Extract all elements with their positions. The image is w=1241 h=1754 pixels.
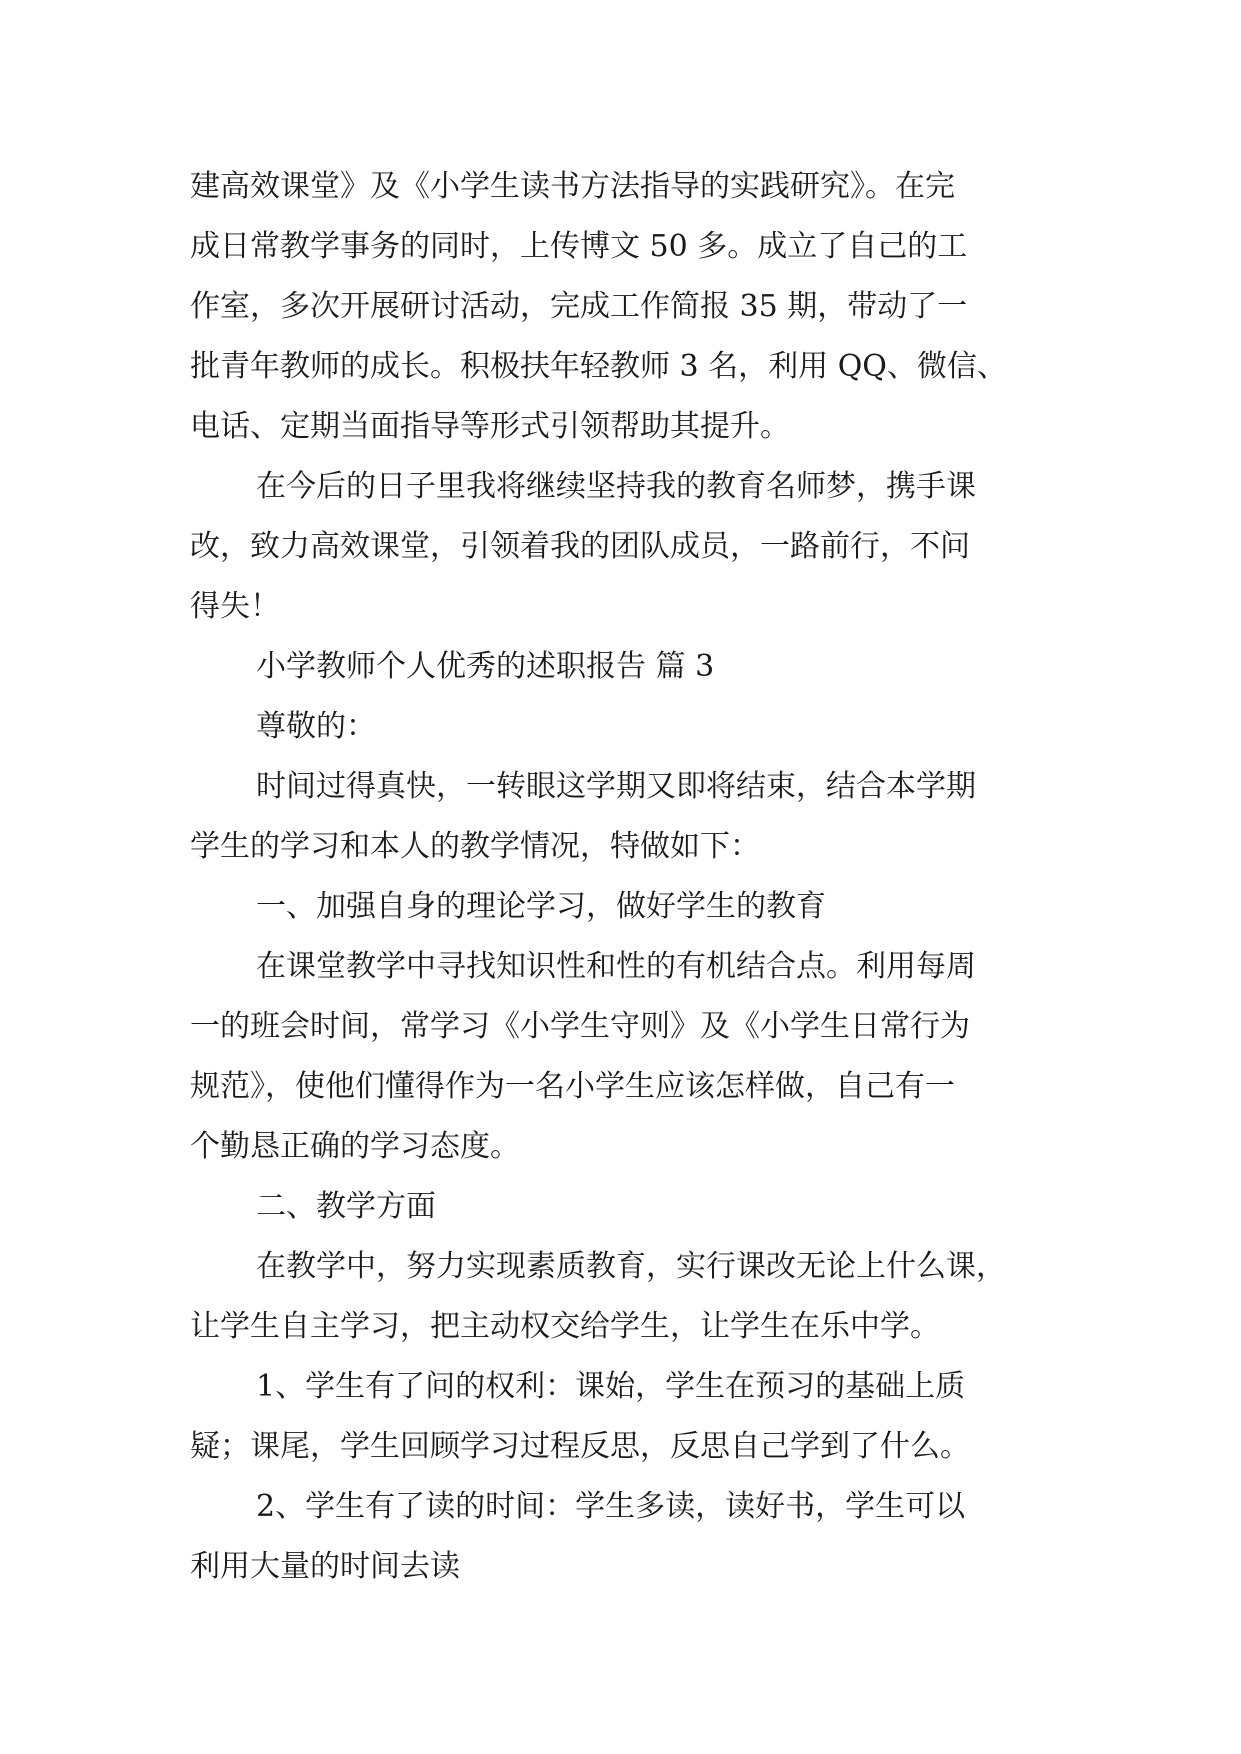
text-line: 在今后的日子里我将继续坚持我的教育名师梦，携手课: [256, 469, 976, 504]
text-line: 改，致力高效课堂，引领着我的团队成员，一路前行，不问: [190, 529, 970, 564]
text-line: 利用大量的时间去读: [190, 1549, 460, 1584]
text-line: 规范》，使他们懂得作为一名小学生应该怎样做，自己有一: [190, 1069, 955, 1104]
text-line: 让学生自主学习，把主动权交给学生，让学生在乐中学。: [190, 1309, 940, 1344]
text-line: 时间过得真快，一转眼这学期又即将结束，结合本学期: [256, 769, 976, 804]
salutation: 尊敬的：: [256, 709, 376, 744]
section-heading: 一、加强自身的理论学习，做好学生的教育: [256, 889, 826, 924]
text-line: 1、学生有了问的权利：课始，学生在预习的基础上质: [256, 1369, 966, 1404]
section-title: 小学教师个人优秀的述职报告 篇 3: [256, 649, 715, 684]
text-line: 在课堂教学中寻找知识性和性的有机结合点。利用每周: [256, 949, 976, 984]
text-line: 作室，多次开展研讨活动，完成工作简报 35 期，带动了一: [190, 289, 968, 324]
text-line: 电话、定期当面指导等形式引领帮助其提升。: [190, 409, 790, 444]
text-line: 批青年教师的成长。积极扶年轻教师 3 名，利用 QQ、微信、: [190, 349, 1007, 384]
text-line: 成日常教学事务的同时，上传博文 50 多。成立了自己的工: [190, 229, 968, 264]
text-line: 学生的学习和本人的教学情况，特做如下：: [190, 829, 760, 864]
text-line: 建高效课堂》及《小学生读书方法指导的实践研究》。在完: [190, 169, 955, 204]
text-line: 2、学生有了读的时间：学生多读，读好书，学生可以: [256, 1489, 966, 1524]
text-line: 一的班会时间，常学习《小学生守则》及《小学生日常行为: [190, 1009, 970, 1044]
text-line: 疑；课尾，学生回顾学习过程反思，反思自己学到了什么。: [190, 1429, 970, 1464]
section-heading: 二、教学方面: [256, 1189, 436, 1224]
text-line: 得失！: [190, 589, 280, 624]
text-line: 在教学中，努力实现素质教育，实行课改无论上什么课，: [256, 1249, 1006, 1284]
text-line: 个勤恳正确的学习态度。: [190, 1129, 520, 1164]
